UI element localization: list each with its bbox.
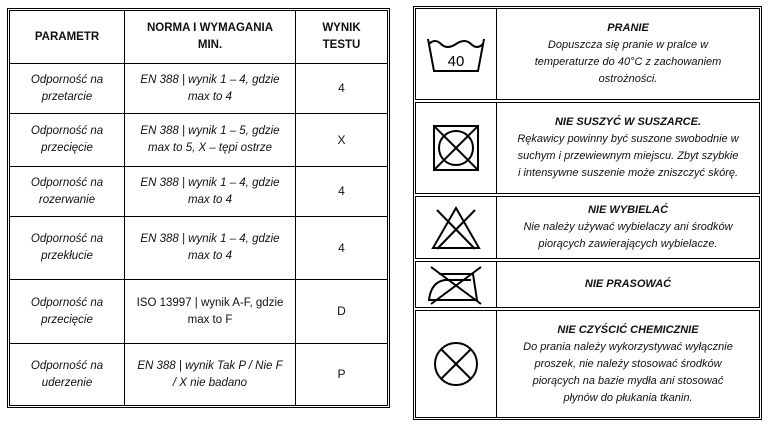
header-result: WYNIK TESTU bbox=[295, 10, 388, 64]
table-row-result: D bbox=[295, 279, 388, 344]
svg-text:40: 40 bbox=[447, 53, 465, 70]
care-row-description: NIE WYBIELAĆ Nie należy używać wybielaczy ani środków piorących zawierających wybielacze. bbox=[496, 196, 760, 259]
no-iron-icon bbox=[425, 264, 487, 306]
care-row-description: NIE SUSZYĆ W SUSZARCE. Rękawicy powinny być suszone swobodnie w suchym i przewiewnym miejscu. Zbyt szybkie i intensywne suszenie może zniszczyć skórę. bbox=[496, 102, 760, 194]
table-row-norm: EN 388 | wynik Tak P / Nie F / X nie badano bbox=[124, 343, 296, 406]
table-row-param: Odporność na przecięcie bbox=[9, 279, 125, 344]
no-tumble-dry-icon bbox=[432, 124, 480, 172]
table-row-param: Odporność na przetarcie bbox=[9, 63, 125, 114]
table-row-param: Odporność na uderzenie bbox=[9, 343, 125, 406]
table-row-norm: EN 388 | wynik 1 – 4, gdzie max to 4 bbox=[124, 216, 296, 280]
table-row-norm: EN 388 | wynik 1 – 4, gdzie max to 4 bbox=[124, 63, 296, 114]
care-row-icon-cell bbox=[415, 261, 497, 308]
table-row-norm: EN 388 | wynik 1 – 5, gdzie max to 5, X – tępi ostrze bbox=[124, 113, 296, 167]
table-row-result: 4 bbox=[295, 166, 388, 217]
no-bleach-icon bbox=[430, 205, 482, 251]
care-row-description: PRANIE Dopuszcza się pranie w pralce w temperaturze do 40°C z zachowaniem ostrożności. bbox=[496, 8, 760, 100]
care-row-icon-cell bbox=[415, 196, 497, 259]
table-row-result: P bbox=[295, 343, 388, 406]
table-row-param: Odporność na przekłucie bbox=[9, 216, 125, 280]
table-row-param: Odporność na rozerwanie bbox=[9, 166, 125, 217]
header-parameter: PARAMETR bbox=[9, 10, 125, 64]
table-row-result: X bbox=[295, 113, 388, 167]
care-row-icon-cell bbox=[415, 102, 497, 194]
table-row-norm: EN 388 | wynik 1 – 4, gdzie max to 4 bbox=[124, 166, 296, 217]
table-row-result: 4 bbox=[295, 216, 388, 280]
wash-40-icon bbox=[425, 33, 487, 75]
table-row-norm: ISO 13997 | wynik A-F, gdzie max to F bbox=[124, 279, 296, 344]
care-row-description: NIE CZYŚCIĆ CHEMICZNIE Do prania należy wykorzystywać wyłącznie proszek, nie należy stosować środków piorących na bazie mydła ani stosować płynów do płukania tkanin. bbox=[496, 310, 760, 418]
care-row-icon-cell bbox=[415, 310, 497, 418]
table-row-param: Odporność na przecięcie bbox=[9, 113, 125, 167]
care-row-description: NIE PRASOWAĆ bbox=[496, 261, 760, 308]
header-norm: NORMA I WYMAGANIA MIN. bbox=[124, 10, 296, 64]
no-dry-clean-icon bbox=[432, 340, 480, 388]
care-row-icon-cell bbox=[415, 8, 497, 100]
table-row-result: 4 bbox=[295, 63, 388, 114]
